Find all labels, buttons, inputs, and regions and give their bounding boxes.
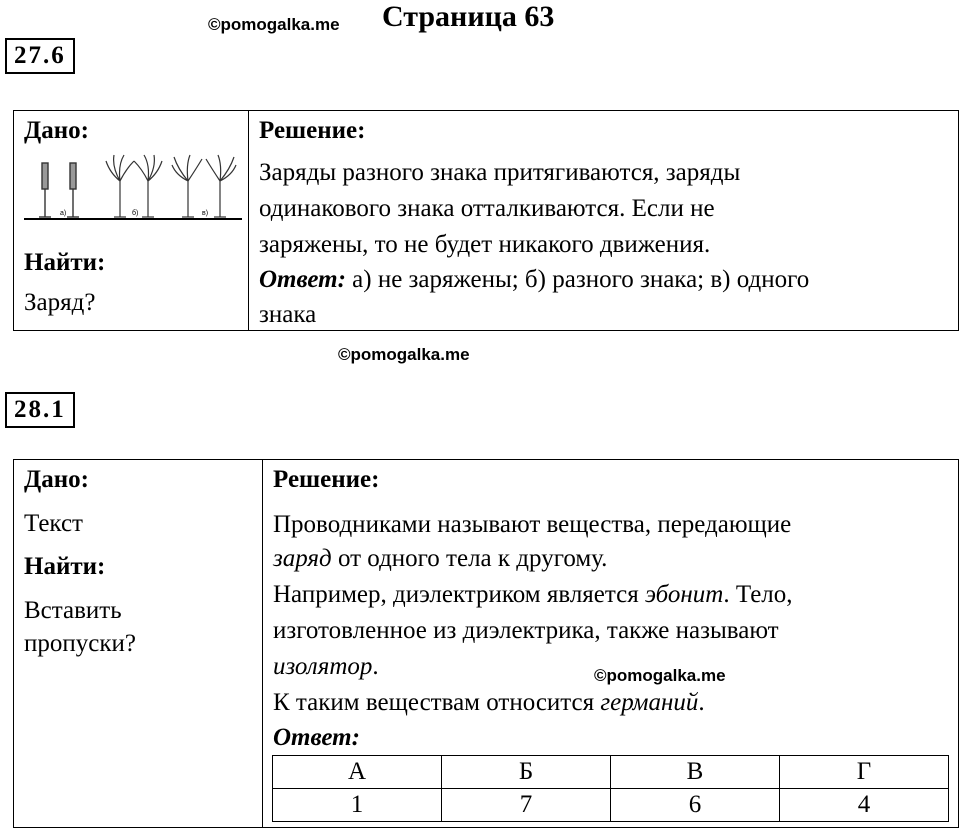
answer-header-b: Б xyxy=(442,756,611,789)
watermark-top: ©pomogalka.me xyxy=(208,15,340,34)
task2-line5-tail: . xyxy=(372,653,379,680)
figure-label-c: в) xyxy=(202,210,209,217)
watermark-middle: ©pomogalka.me xyxy=(338,345,470,364)
answer-value-a: 1 xyxy=(273,789,442,822)
word-ebonit: эбонит xyxy=(644,581,724,608)
task2-find-label: Найти: xyxy=(24,553,106,580)
task2-given-value: Текст xyxy=(24,510,83,537)
answer-value-g: 4 xyxy=(780,789,949,822)
task1-solution-label: Решение: xyxy=(259,117,366,144)
answer-header-a: А xyxy=(273,756,442,789)
task1-answer-label: Ответ: xyxy=(259,266,346,293)
figure-label-a: а) xyxy=(60,210,67,217)
task2-solution-line-5 xyxy=(273,649,379,684)
answer-value-b: 7 xyxy=(442,789,611,822)
electroscope-figure xyxy=(20,151,246,225)
task2-find-value-2: пропуски? xyxy=(24,630,136,657)
task2-solution-line-3 xyxy=(273,577,793,612)
task2-find-value-1: Вставить xyxy=(24,597,122,624)
task-number-28-1: 28.1 xyxy=(5,392,75,428)
task2-line3-head: Например, диэлектриком является xyxy=(273,581,645,608)
task1-column-divider xyxy=(248,111,249,330)
task2-solution-line-4: изготовленное из диэлектрика, также называют xyxy=(273,617,779,644)
task2-solution-line-2 xyxy=(273,541,607,576)
answer-table-header-row xyxy=(273,756,949,789)
electroscope-pair-a xyxy=(39,163,79,217)
task2-line3-tail: . Тело, xyxy=(723,581,793,608)
answer-table-value-row xyxy=(273,789,949,822)
word-zaryad: заряд xyxy=(273,545,332,572)
task1-answer-line-2: знака xyxy=(259,301,317,328)
task2-column-divider xyxy=(262,460,263,827)
answer-value-v: 6 xyxy=(611,789,780,822)
task-number-27-6: 27.6 xyxy=(5,38,75,74)
task1-given-label: Дано: xyxy=(24,117,89,144)
task1-table xyxy=(13,110,959,331)
task1-solution-line-3: заряжены, то не будет никакого движения. xyxy=(259,231,711,258)
task1-solution-line-2: одинакового знака отталкиваются. Если не xyxy=(259,195,715,222)
word-izolyator: изолятор xyxy=(273,653,373,680)
task1-find-value: Заряд? xyxy=(24,289,96,316)
task2-answer-label: Ответ: xyxy=(273,724,360,751)
task1-solution-line-1: Заряды разного знака притягиваются, заряды xyxy=(259,159,741,186)
answer-header-v: В xyxy=(611,756,780,789)
answer-table xyxy=(272,755,949,822)
figure-label-b: б) xyxy=(132,210,139,217)
task1-find-label: Найти: xyxy=(24,249,106,276)
task2-solution-line-6 xyxy=(273,685,705,720)
task2-given-label: Дано: xyxy=(24,466,89,493)
task2-line6-head: К таким веществам относится xyxy=(273,689,601,716)
word-germaniy: германий xyxy=(600,689,699,716)
watermark-inner: ©pomogalka.me xyxy=(594,666,726,685)
page-title: Страница 63 xyxy=(382,0,555,33)
task2-line6-tail: . xyxy=(698,689,705,716)
task1-answer-line xyxy=(259,262,809,297)
task2-solution-label: Решение: xyxy=(273,466,380,493)
task2-table xyxy=(13,459,959,828)
task2-solution-line-1: Проводниками называют вещества, передающие xyxy=(273,511,792,538)
electroscope-pair-c xyxy=(172,155,236,217)
electroscope-pair-b xyxy=(106,155,162,217)
task2-line2-tail: от одного тела к другому. xyxy=(331,545,608,572)
answer-header-g: Г xyxy=(780,756,949,789)
task1-answer-text: а) не заряжены; б) разного знака; в) одного xyxy=(345,266,810,293)
